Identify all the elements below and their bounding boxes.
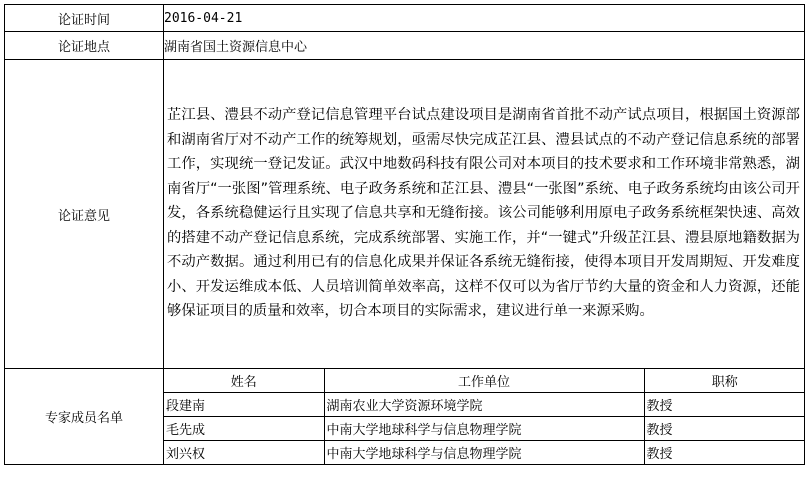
expert-name: 刘兴权: [164, 441, 324, 465]
date-label: 论证时间: [5, 5, 164, 32]
expert-name: 毛先成: [164, 417, 324, 441]
expert-title: 教授: [644, 393, 805, 417]
table-row: [164, 393, 805, 417]
expert-name: 段建南: [164, 393, 324, 417]
experts-cell: [164, 369, 805, 465]
date-row: [5, 5, 805, 32]
expert-organization: 湖南农业大学资源环境学院: [324, 393, 644, 417]
experts-header-row: [164, 369, 805, 393]
opinion-label: 论证意见: [5, 60, 164, 369]
review-form-table: [4, 4, 805, 465]
header-organization: 工作单位: [324, 369, 644, 393]
opinion-cell: [164, 60, 805, 369]
location-row: [5, 32, 805, 60]
location-value: 湖南省国土资源信息中心: [164, 32, 805, 60]
header-name: 姓名: [164, 369, 324, 393]
header-title: 职称: [644, 369, 805, 393]
date-value: 2016-04-21: [164, 5, 805, 32]
location-label: 论证地点: [5, 32, 164, 60]
table-row: [164, 417, 805, 441]
experts-label: 专家成员名单: [5, 369, 164, 465]
table-row: [164, 441, 805, 465]
experts-row: [5, 369, 805, 465]
opinion-row: [5, 60, 805, 369]
expert-title: 教授: [644, 417, 805, 441]
expert-organization: 中南大学地球科学与信息物理学院: [324, 417, 644, 441]
expert-title: 教授: [644, 441, 805, 465]
experts-table: [164, 369, 805, 464]
expert-organization: 中南大学地球科学与信息物理学院: [324, 441, 644, 465]
opinion-text: 芷江县、澧县不动产登记信息管理平台试点建设项目是湖南省首批不动产试点项目，根据国土资源部和湖南省厅对不动产工作的统筹规划，亟需尽快完成芷江县、澧县试点的不动产登记信息系统的部署工作，实现统一登记发证。武汉中地数码科技有限公司对本项目的技术要求和工作环境非常熟悉，湖南省厅“一张图”管理系统、电子政务系统和芷江县、澧县“一张图”系统、电子政务系统均由该公司开发，各系统稳健运行且实现了信息共享和无缝衔接。该公司能够利用原电子政务系统框架快速、高效的搭建不动产登记信息系统，完成系统部署、实施工作，并“一键式”升级芷江县、澧县原地籍数据为不动产数据。通过利用已有的信息化成果并保证各系统无缝衔接，使得本项目开发周期短、开发难度小、开发运维成本低、人员培训简单效率高，这样不仅可以为省厅节约大量的资金和人力资源，还能够保证项目的质量和效率，切合本项目的实际需求，建议进行单一来源采购。: [167, 107, 800, 320]
